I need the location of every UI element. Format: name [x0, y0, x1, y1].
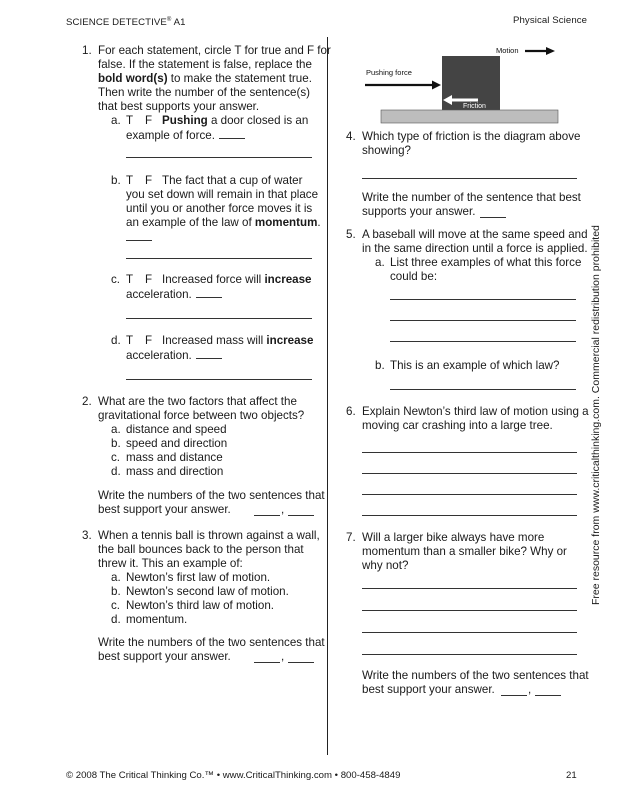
answer-line-4[interactable] [362, 654, 577, 655]
statement-text-part: Increased force will [162, 273, 265, 286]
item-label: b. [375, 359, 385, 372]
q2-instruction-2: best support your answer. [98, 503, 231, 516]
question-number: 5. [346, 228, 356, 241]
answer-line-2[interactable] [362, 473, 577, 474]
footer-copyright: © 2008 The Critical Thinking Co.™ • www.CriticalThinking.com • 800-458-4849 [66, 770, 401, 781]
answer-line[interactable] [126, 157, 312, 158]
true-option[interactable]: T [126, 174, 134, 187]
statement-text-2 [126, 128, 245, 143]
q5a-line-2: could be: [390, 270, 438, 283]
sentence-number-blank[interactable] [219, 128, 245, 139]
sentence-number-blank-1[interactable] [254, 515, 280, 516]
answer-line-3[interactable] [362, 494, 577, 495]
statement-text [162, 114, 308, 128]
q3-instruction-1: Write the numbers of the two sentences that [98, 636, 325, 649]
q7-line-1: Will a larger bike always have more [362, 531, 545, 544]
choice-c[interactable]: Newton’s third law of motion. [126, 599, 274, 612]
page-number: 21 [566, 770, 577, 781]
statement-rest: a door closed is an [207, 114, 309, 127]
answer-line[interactable] [126, 318, 312, 319]
comma: , [528, 683, 532, 696]
false-option[interactable]: F [145, 273, 153, 286]
sentence-number-blank-2[interactable] [535, 695, 561, 696]
comma: , [281, 650, 285, 663]
question-number: 3. [82, 529, 92, 542]
registered-mark: ® [166, 17, 172, 23]
subject-title: Physical Science [513, 15, 588, 26]
q1-bold-words: bold word(s) [98, 72, 168, 85]
choice-label: d. [111, 613, 121, 626]
statement-line-2-text: acceleration. [126, 349, 192, 362]
statement-line-2: you set down will remain in that place [126, 188, 319, 201]
choice-label: c. [111, 451, 121, 464]
statement-line-4 [126, 216, 321, 230]
choice-d[interactable]: mass and direction [126, 465, 224, 478]
sentence-number-blank-1[interactable] [254, 662, 280, 663]
floor-surface [381, 110, 558, 123]
sentence-number-blank[interactable] [196, 348, 222, 359]
q6-line-1: Explain Newton’s third law of motion using a [362, 405, 589, 418]
q1-line-3 [98, 72, 312, 86]
friction-diagram [360, 40, 560, 125]
q2-line-2: gravitational force between two objects? [98, 409, 305, 422]
q3-instruction-2: best support your answer. [98, 650, 231, 663]
book-title-text: SCIENCE DETECTIVE [66, 17, 167, 29]
statement-text [162, 273, 312, 287]
q3-line-1: When a tennis ball is thrown against a wall, [98, 529, 320, 542]
choice-b[interactable]: speed and direction [126, 437, 228, 450]
bold-word: momentum [254, 216, 318, 229]
answer-line[interactable] [362, 178, 577, 179]
sentence-number-blank-1[interactable] [501, 695, 527, 696]
question-number: 1. [82, 44, 92, 57]
q7-instruction-1: Write the numbers of the two sentences that [362, 669, 589, 682]
choice-label: c. [111, 599, 121, 612]
choice-label: d. [111, 465, 121, 478]
sentence-number-blank[interactable] [196, 287, 222, 298]
choice-label: b. [111, 437, 121, 450]
true-option[interactable]: T [126, 334, 134, 347]
item-label: b. [111, 174, 121, 187]
q1-line-1: For each statement, circle T for true and F for [98, 44, 331, 57]
q1-line-5: that best supports your answer. [98, 100, 260, 113]
q5a-line-1: List three examples of what this force [390, 256, 582, 269]
motion-label: Motion [496, 46, 519, 55]
true-option[interactable]: T [126, 114, 134, 127]
q1-line-4: Then write the number of the sentence(s) [98, 86, 311, 99]
answer-line-1[interactable] [362, 452, 577, 453]
answer-line-1[interactable] [362, 588, 577, 589]
choice-d[interactable]: momentum. [126, 613, 188, 626]
answer-line-3[interactable] [390, 341, 576, 342]
q3-line-2: the ball bounces back to the person that [98, 543, 304, 556]
choice-a[interactable]: Newton’s first law of motion. [126, 571, 271, 584]
choice-label: a. [111, 571, 121, 584]
false-option[interactable]: F [145, 174, 153, 187]
question-number: 2. [82, 395, 92, 408]
friction-label: Friction [463, 103, 486, 110]
question-number: 4. [346, 130, 356, 143]
bold-word: Pushing [162, 114, 208, 127]
answer-line-4[interactable] [362, 515, 577, 516]
q5-line-2: in the same direction until a force is applied. [362, 242, 588, 255]
choice-a[interactable]: distance and speed [126, 423, 227, 436]
push-arrow-head [432, 81, 441, 90]
item-label: c. [111, 273, 121, 286]
q4-line-1: Which type of friction is the diagram above [362, 130, 581, 143]
question-number: 7. [346, 531, 356, 544]
comma: , [281, 503, 285, 516]
bold-word: increase [264, 273, 312, 286]
statement-line-2: example of force. [126, 129, 215, 142]
statement-line-2 [126, 348, 222, 363]
sentence-number-blank[interactable] [126, 240, 152, 241]
pushing-force-label: Pushing force [366, 68, 412, 77]
false-option[interactable]: F [145, 114, 153, 127]
friction-diagram-svg [360, 40, 560, 125]
book-title [66, 14, 186, 30]
period: . [317, 216, 321, 229]
q1-line-3-text: to make the statement true. [167, 72, 312, 85]
q2-instruction-1: Write the numbers of the two sentences that [98, 489, 325, 502]
q5b-line-1: This is an example of which law? [390, 359, 560, 372]
answer-line-1[interactable] [390, 299, 576, 300]
question-number: 6. [346, 405, 356, 418]
true-option[interactable]: T [126, 273, 134, 286]
q4-instruction-1: Write the number of the sentence that best [362, 191, 581, 204]
bold-word: increase [266, 334, 314, 347]
motion-arrow-head [546, 47, 555, 55]
statement-text-part: Increased mass will [162, 334, 267, 347]
q4-instruction-2: supports your answer. [362, 205, 476, 218]
q7-line-2: momentum than a smaller bike? Why or [362, 545, 567, 558]
item-label: a. [111, 114, 121, 127]
false-option[interactable]: F [145, 334, 153, 347]
answer-line[interactable] [390, 389, 576, 390]
answer-line-2[interactable] [390, 320, 576, 321]
statement-line-4-text: an example of the law of [126, 216, 255, 229]
statement-text [162, 334, 313, 348]
side-copyright-note: Free resource from www.criticalthinking.com. Commercial redistribution prohibited [590, 225, 602, 605]
q5-line-1: A baseball will move at the same speed and [362, 228, 588, 241]
answer-line[interactable] [126, 379, 312, 380]
choice-label: b. [111, 585, 121, 598]
sentence-number-blank[interactable] [480, 217, 506, 218]
answer-line[interactable] [126, 258, 312, 259]
statement-line-2-text: acceleration. [126, 288, 192, 301]
statement-text: The fact that a cup of water [162, 174, 303, 187]
choice-label: a. [111, 423, 121, 436]
answer-line-2[interactable] [362, 610, 577, 611]
q1-line-2: false. If the statement is false, replace the [98, 58, 312, 71]
q4-line-2: showing? [362, 144, 411, 157]
q3-line-3: threw it. This an example of: [98, 557, 243, 570]
statement-line-2 [126, 287, 222, 302]
answer-line-3[interactable] [362, 632, 577, 633]
item-label: a. [375, 256, 385, 269]
item-label: d. [111, 334, 121, 347]
sentence-number-blank-2[interactable] [288, 515, 314, 516]
column-divider [327, 37, 328, 755]
q6-line-2: moving car crashing into a large tree. [362, 419, 553, 432]
book-level: A1 [171, 17, 186, 29]
q7-instruction-2: best support your answer. [362, 683, 495, 696]
q7-line-3: why not? [362, 559, 409, 572]
choice-b[interactable]: Newton’s second law of motion. [126, 585, 289, 598]
q2-line-1: What are the two factors that affect the [98, 395, 297, 408]
statement-line-3: until you or another force moves it is [126, 202, 313, 215]
sentence-number-blank-2[interactable] [288, 662, 314, 663]
choice-c[interactable]: mass and distance [126, 451, 223, 464]
